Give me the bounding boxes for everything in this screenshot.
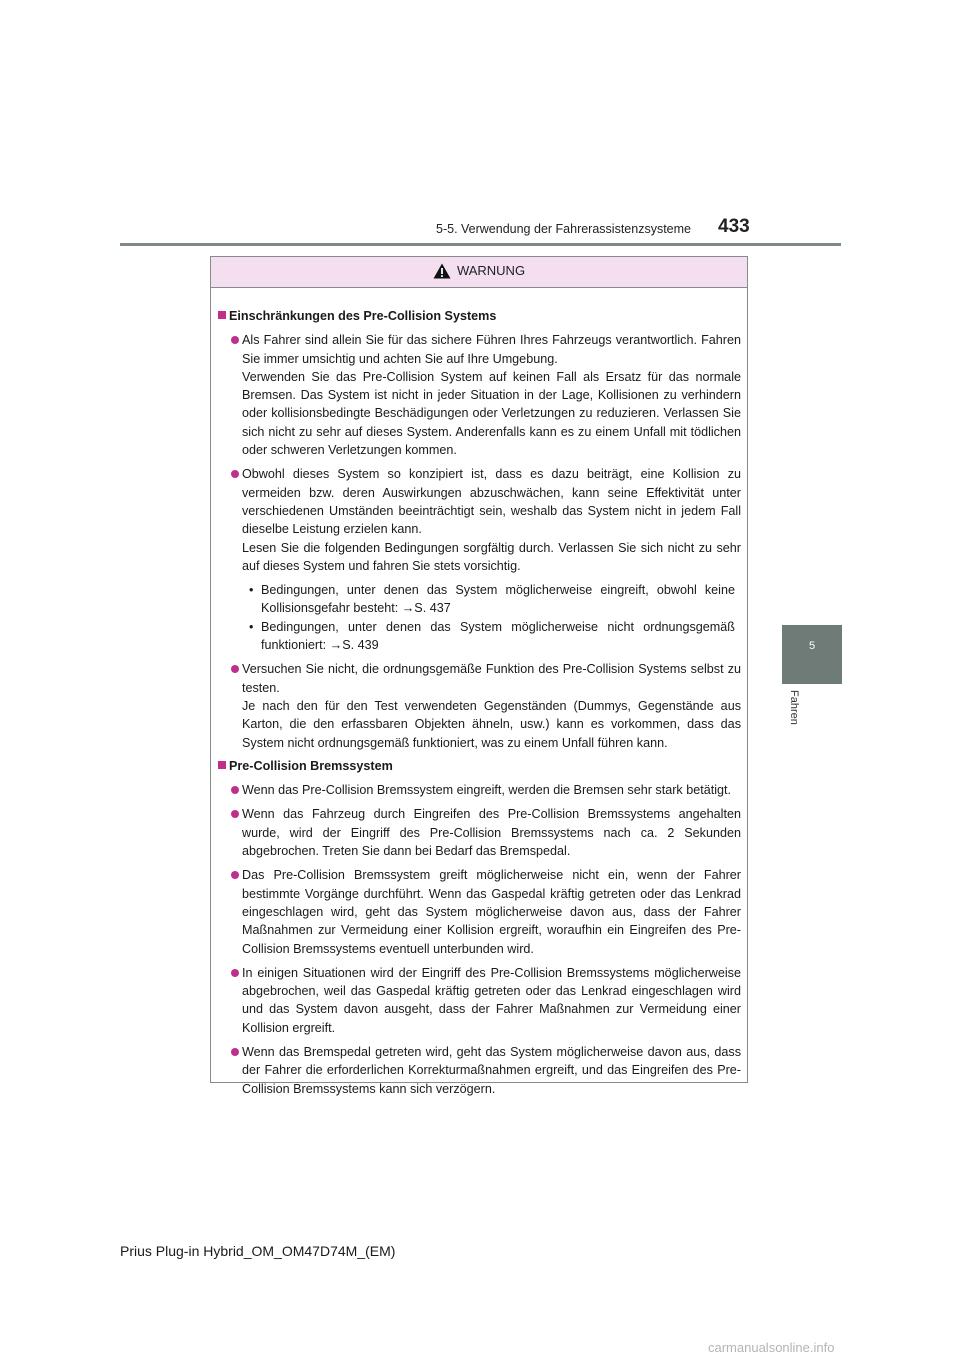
chapter-tab-label: Fahren [788, 690, 800, 725]
section-heading: Pre-Collision Bremssystem [217, 757, 741, 775]
paragraph: Als Fahrer sind allein Sie für das sichere Führen Ihres Fahrzeugs verantwortlich. Fahren Sie immer umsichtig und achten Sie auf Ihre Umgebung. [242, 333, 741, 366]
warning-triangle-icon [433, 263, 451, 279]
circle-bullet-icon [231, 786, 239, 794]
warning-header [211, 257, 747, 288]
watermark: carmanualsonline.info [708, 1340, 835, 1355]
header-divider [120, 243, 841, 246]
circle-bullet-icon [231, 470, 239, 478]
paragraph: Lesen Sie die folgenden Bedingungen sorgfältig durch. Verlassen Sie sich nicht zu sehr auf dieses System und fahren Sie stets vorsichtig. [242, 540, 741, 573]
list-item [217, 660, 741, 751]
circle-bullet-icon [231, 336, 239, 344]
warning-box [210, 256, 748, 1096]
chapter-tab [782, 625, 842, 684]
paragraph: Wenn das Bremspedal getreten wird, geht das System möglicherweise davon aus, dass der Fahrer die erforderlichen Korrekturmaßnahmen ergreift, und das Eingreifen des Pre-Collision Bremssystems kann sich verzögern. [242, 1044, 741, 1096]
section-heading: Einschränkungen des Pre-Collision Systems [217, 307, 741, 325]
square-bullet-icon [218, 761, 226, 769]
list-item [217, 465, 741, 575]
paragraph: Wenn das Pre-Collision Bremssystem eingreift, werden die Bremsen sehr stark betätigt. [242, 783, 732, 798]
document-footer: Prius Plug-in Hybrid_OM_OM47D74M_(EM) [120, 1243, 396, 1259]
list-item [217, 781, 741, 799]
header-section-title: 5-5. Verwendung der Fahrerassistenzsysteme [436, 222, 691, 236]
dot-bullet-icon: • [249, 583, 254, 598]
page-number: 433 [718, 216, 750, 237]
paragraph: Obwohl dieses System so konzipiert ist, dass es dazu beiträgt, eine Kollision zu vermeiden bzw. deren Auswirkungen abzuschwächen, kann seine Effektivität unter verschiedenen Umständen beeinträchtigt sein, weshalb das System nicht in jedem Fall dieselbe Leistung erzielen kann. [242, 467, 741, 537]
warning-body [211, 288, 747, 1098]
warning-title: WARNUNG [456, 263, 526, 278]
sub-list-item: • Bedingungen, unter denen das System möglicherweise nicht ordnungsgemäß funktioniert: →S. 439 [249, 619, 735, 653]
circle-bullet-icon [231, 810, 239, 818]
chapter-tab-label-wrap [786, 688, 806, 748]
circle-bullet-icon [231, 969, 239, 977]
paragraph: Versuchen Sie nicht, die ordnungsgemäße Funktion des Pre-Collision Systems selbst zu testen. [242, 662, 741, 695]
list-item [217, 866, 741, 957]
paragraph: Das Pre-Collision Bremssystem greift möglicherweise nicht ein, wenn der Fahrer bestimmte Vorgänge durchführt. Wenn das Gaspedal kräftig getreten oder das Lenkrad eingeschlagen wird, geht das System möglicherweise davon aus, dass der Fahrer Maßnahmen zur Vermeidung einer Kollision ergreift, woraufhin ein Eingreifen des Pre-Collision Bremssystems eventuell unterbunden wird. [242, 868, 741, 956]
circle-bullet-icon [231, 1048, 239, 1056]
paragraph: Je nach den für den Test verwendeten Gegenständen (Dummys, Gegenstände aus Karton, die den erfassbaren Objekten ähneln, usw.) kann es vorkommen, dass das System nicht ordnungsgemäß funktioniert, was zu einem Unfall führen kann. [242, 698, 741, 750]
dot-bullet-icon: • [249, 619, 254, 634]
sub-list-item: • Bedingungen, unter denen das System möglicherweise eingreift, obwohl keine Kollisionsgefahr besteht: →S. 437 [249, 583, 735, 616]
chapter-tab-number: 5 [808, 640, 816, 652]
paragraph: In einigen Situationen wird der Eingriff des Pre-Collision Bremssystems möglicherweise abgebrochen, weil das Gaspedal kräftig getreten oder das Lenkrad eingeschlagen wird und das System davon ausgeht, dass der Fahrer Maßnahmen zur Vermeidung einer Kollision ergreift. [242, 965, 741, 1035]
circle-bullet-icon [231, 871, 239, 879]
paragraph: Wenn das Fahrzeug durch Eingreifen des Pre-Collision Bremssystems angehalten wurde, wird der Eingriff des Pre-Collision Bremssystems nach ca. 2 Sekunden abgebrochen. Treten Sie dann bei Bedarf das Bremspedal. [242, 807, 741, 859]
circle-bullet-icon [231, 665, 239, 673]
list-item [217, 805, 741, 860]
list-item [217, 964, 741, 1037]
list-item [217, 1043, 741, 1098]
paragraph: Verwenden Sie das Pre-Collision System auf keinen Fall als Ersatz für das normale Bremsen. Das System ist nicht in jeder Situation in der Lage, Kollisionen zu verhindern oder kollisionsbedingte Beschädigungen oder Verletzungen zu reduzieren. Verlassen Sie sich nicht zu sehr auf dieses System. Anderenfalls kann es zu einem Unfall mit tödlichen oder schweren Verletzungen kommen. [242, 369, 741, 458]
list-item [217, 331, 741, 459]
square-bullet-icon [218, 311, 226, 319]
